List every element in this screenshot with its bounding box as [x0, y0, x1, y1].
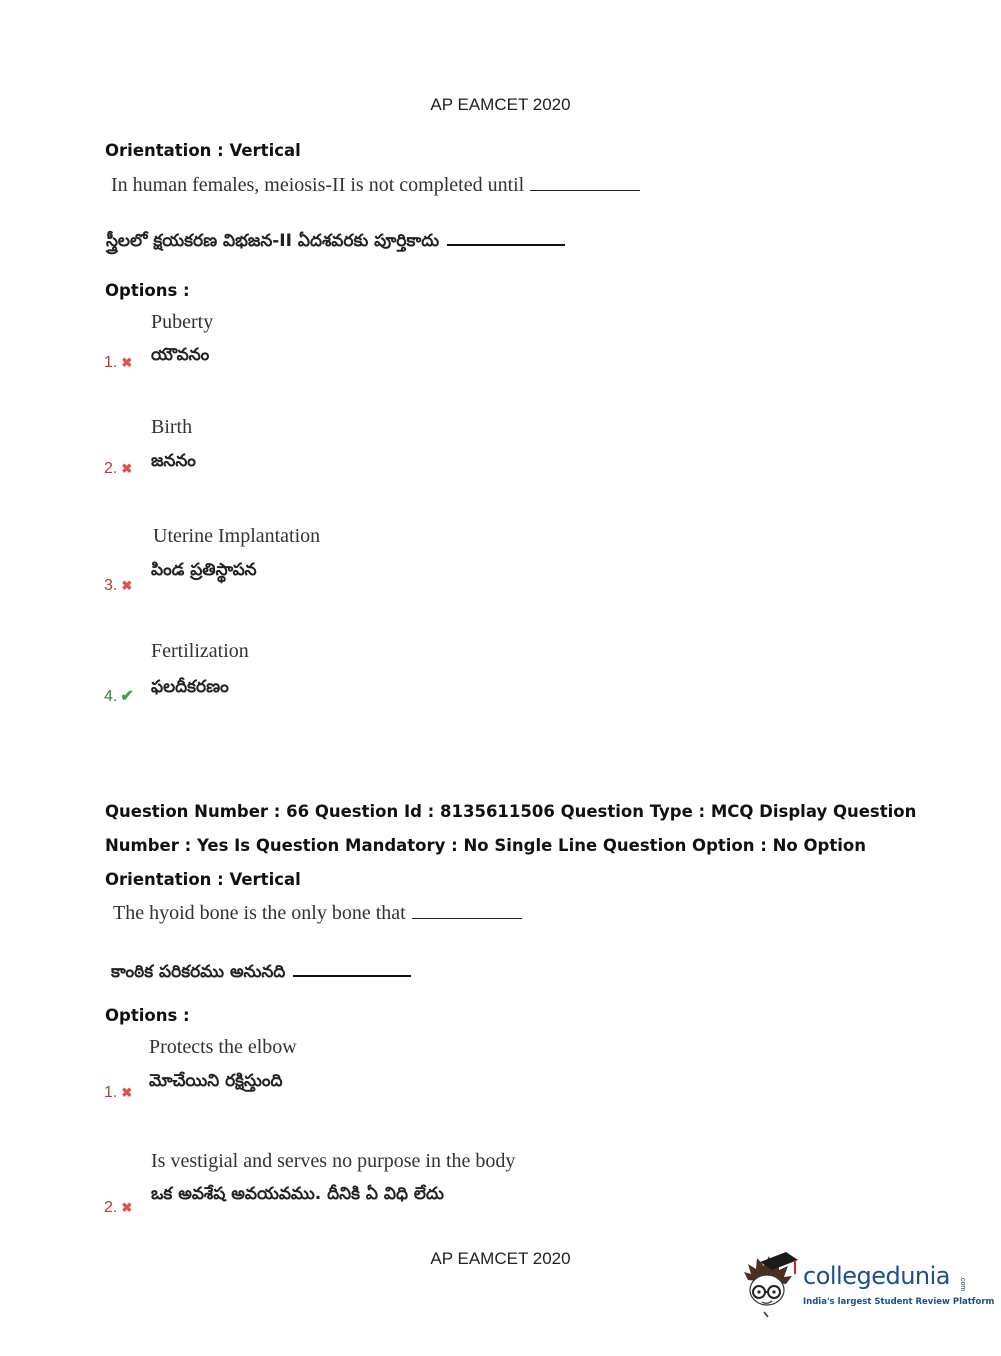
q2-meta-line-1: Question Number : 66 Question Id : 8135611506 Question Type : MCQ Display Question — [105, 802, 917, 821]
q1-option-3-te: పిండ ప్రతిస్థాపన — [151, 560, 257, 580]
cross-icon: ✖ — [121, 1200, 133, 1215]
q1-option-4-te: ఫలదీకరణం — [151, 677, 229, 697]
brand-tagline: India's largest Student Review Platform — [803, 1297, 995, 1307]
cross-icon: ✖ — [121, 578, 133, 593]
q1-option-4-marker[interactable] — [104, 686, 134, 706]
q1-question-te-text: స్త్రీలలో క్షయకరణ విభజన-II ఏదశవరకు పూర్తికాదు — [106, 231, 440, 251]
q2-meta-line-2: Number : Yes Is Question Mandatory : No Single Line Question Option : No Option — [105, 836, 866, 855]
q1-question-te — [106, 230, 565, 255]
answer-blank — [293, 961, 411, 977]
q2-question-en-text: The hyoid bone is the only bone that — [113, 902, 406, 924]
check-icon: ✔ — [120, 688, 134, 705]
q2-option-1-te: మోచేయిని రక్షిస్తుంది — [149, 1071, 283, 1091]
q1-option-2-marker[interactable] — [104, 460, 132, 478]
q1-option-4-en: Fertilization — [151, 640, 249, 662]
brand-name: collegedunia — [803, 1262, 951, 1290]
cross-icon: ✖ — [121, 461, 133, 476]
answer-blank — [530, 176, 640, 191]
page-footer: AP EAMCET 2020 — [430, 1249, 571, 1268]
cross-icon: ✖ — [121, 355, 133, 370]
q1-option-3-en: Uterine Implantation — [153, 525, 321, 547]
q1-option-1-te: యౌవనం — [151, 345, 210, 365]
option-number: 2. — [104, 460, 118, 477]
option-number: 1. — [104, 354, 118, 371]
q1-question-en-text: In human females, meiosis-II is not completed until — [111, 174, 525, 196]
q1-option-1-en: Puberty — [151, 311, 214, 333]
q2-option-2-te: ఒక అవశేష అవయవము. దీనికి ఏ విధి లేదు — [151, 1184, 444, 1204]
q1-option-1-marker[interactable] — [104, 354, 132, 372]
answer-blank — [412, 904, 522, 919]
q2-option-1-en: Protects the elbow — [149, 1036, 297, 1058]
q1-option-2-en: Birth — [151, 416, 193, 438]
q2-options-label: Options : — [105, 1006, 190, 1025]
option-number: 1. — [104, 1084, 118, 1101]
collegedunia-mascot-logo — [742, 1250, 800, 1320]
q2-option-2-en: Is vestigial and serves no purpose in the body — [151, 1150, 516, 1172]
q2-option-1-marker[interactable] — [104, 1084, 132, 1102]
option-number: 4. — [104, 688, 118, 705]
q1-orientation: Orientation : Vertical — [105, 141, 301, 160]
option-number: 3. — [104, 577, 118, 594]
mascot-icon — [742, 1250, 800, 1320]
q2-orientation: Orientation : Vertical — [105, 870, 301, 889]
cross-icon: ✖ — [121, 1085, 133, 1100]
q1-option-2-te: జననం — [151, 451, 196, 471]
answer-blank — [447, 230, 565, 246]
q2-option-2-marker[interactable] — [104, 1199, 132, 1217]
brand-domain: .com — [959, 1276, 966, 1292]
q1-options-label: Options : — [105, 281, 190, 300]
option-number: 2. — [104, 1199, 118, 1216]
q1-question-en — [111, 174, 640, 197]
q2-question-te — [111, 961, 411, 986]
q2-question-te-text: కాంఠిక పరికరము అనునది — [111, 962, 286, 982]
q2-question-en — [113, 902, 522, 925]
q1-option-3-marker[interactable] — [104, 577, 132, 595]
page-header: AP EAMCET 2020 — [430, 95, 571, 114]
